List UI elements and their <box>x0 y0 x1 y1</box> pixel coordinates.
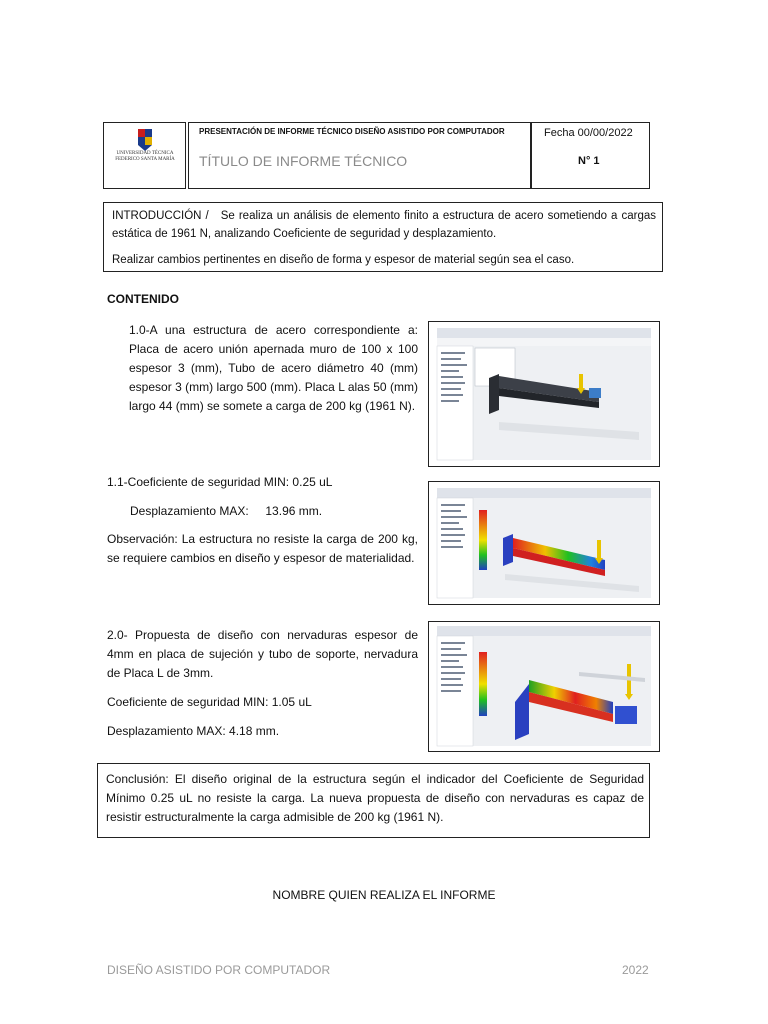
signature-name: NOMBRE QUIEN REALIZA EL INFORME <box>272 888 496 902</box>
report-number: N° 1 <box>578 155 600 167</box>
university-name-2: FEDERICO SANTA MARÍA <box>115 157 175 162</box>
section-1-1-observation: Observación: La estructura no resiste la carga de 200 kg, se requiere cambios en diseño y espesor de materialidad. <box>107 532 418 565</box>
stress-analysis-screenshot-proposal <box>428 621 660 752</box>
model-screenshot <box>428 321 660 467</box>
introduction-text <box>112 207 656 243</box>
section-1-1-safety-factor: 1.1-Coeficiente de seguridad MIN: 0.25 uL <box>107 475 333 489</box>
introduction-body: Se realiza un análisis de elemento finito a estructura de acero sometiendo a cargas estática de 1961 N, analizando Coeficiente de seguridad y desplazamiento. <box>112 210 656 240</box>
section-2-0-safety-factor: Coeficiente de seguridad MIN: 1.05 uL <box>107 695 312 709</box>
university-name-1: UNIVERSIDAD TÉCNICA <box>116 151 174 156</box>
introduction-instructions: Realizar cambios pertinentes en diseño de forma y espesor de material según sea el caso. <box>112 254 575 266</box>
introduction-label: INTRODUCCIÓN / <box>112 210 209 222</box>
section-2-0-displacement: Desplazamiento MAX: 4.18 mm. <box>107 724 280 738</box>
content-heading: CONTENIDO <box>107 292 179 306</box>
report-title: TÍTULO DE INFORME TÉCNICO <box>199 153 408 169</box>
section-1-1-displacement: Desplazamiento MAX: 13.96 mm. <box>130 504 323 518</box>
footer-course: DISEÑO ASISTIDO POR COMPUTADOR <box>107 963 331 977</box>
conclusion-text: Conclusión: El diseño original de la estructura según el indicador del Coeficiente de Seguridad Mínimo 0.25 uL no resiste la carga. La nueva propuesta de diseño con nervaduras es capaz de resistir estructuralmente la carga admisible de 200 kg (1961 N). <box>106 772 644 824</box>
presentation-label: PRESENTACIÓN DE INFORME TÉCNICO DISEÑO ASISTIDO POR COMPUTADOR <box>199 127 505 136</box>
section-2-0-text: 2.0- Propuesta de diseño con nervaduras espesor de 4mm en placa de sujeción y tubo de soporte, nervadura de Placa L de 3mm. <box>107 628 418 680</box>
footer-year: 2022 <box>622 963 649 977</box>
report-date: Fecha 00/00/2022 <box>544 127 633 139</box>
section-1-0-text: 1.0-A una estructura de acero correspondiente a: Placa de acero unión apernada muro de 100 x 100 espesor 3 (mm), Tubo de acero diámetro 40 (mm) espesor 3 (mm) largo 500 (mm). Placa L alas 50 (mm) largo 44 (mm) se somete a carga de 200 kg (1961 N). <box>129 323 418 413</box>
stress-analysis-screenshot-original <box>428 481 660 605</box>
